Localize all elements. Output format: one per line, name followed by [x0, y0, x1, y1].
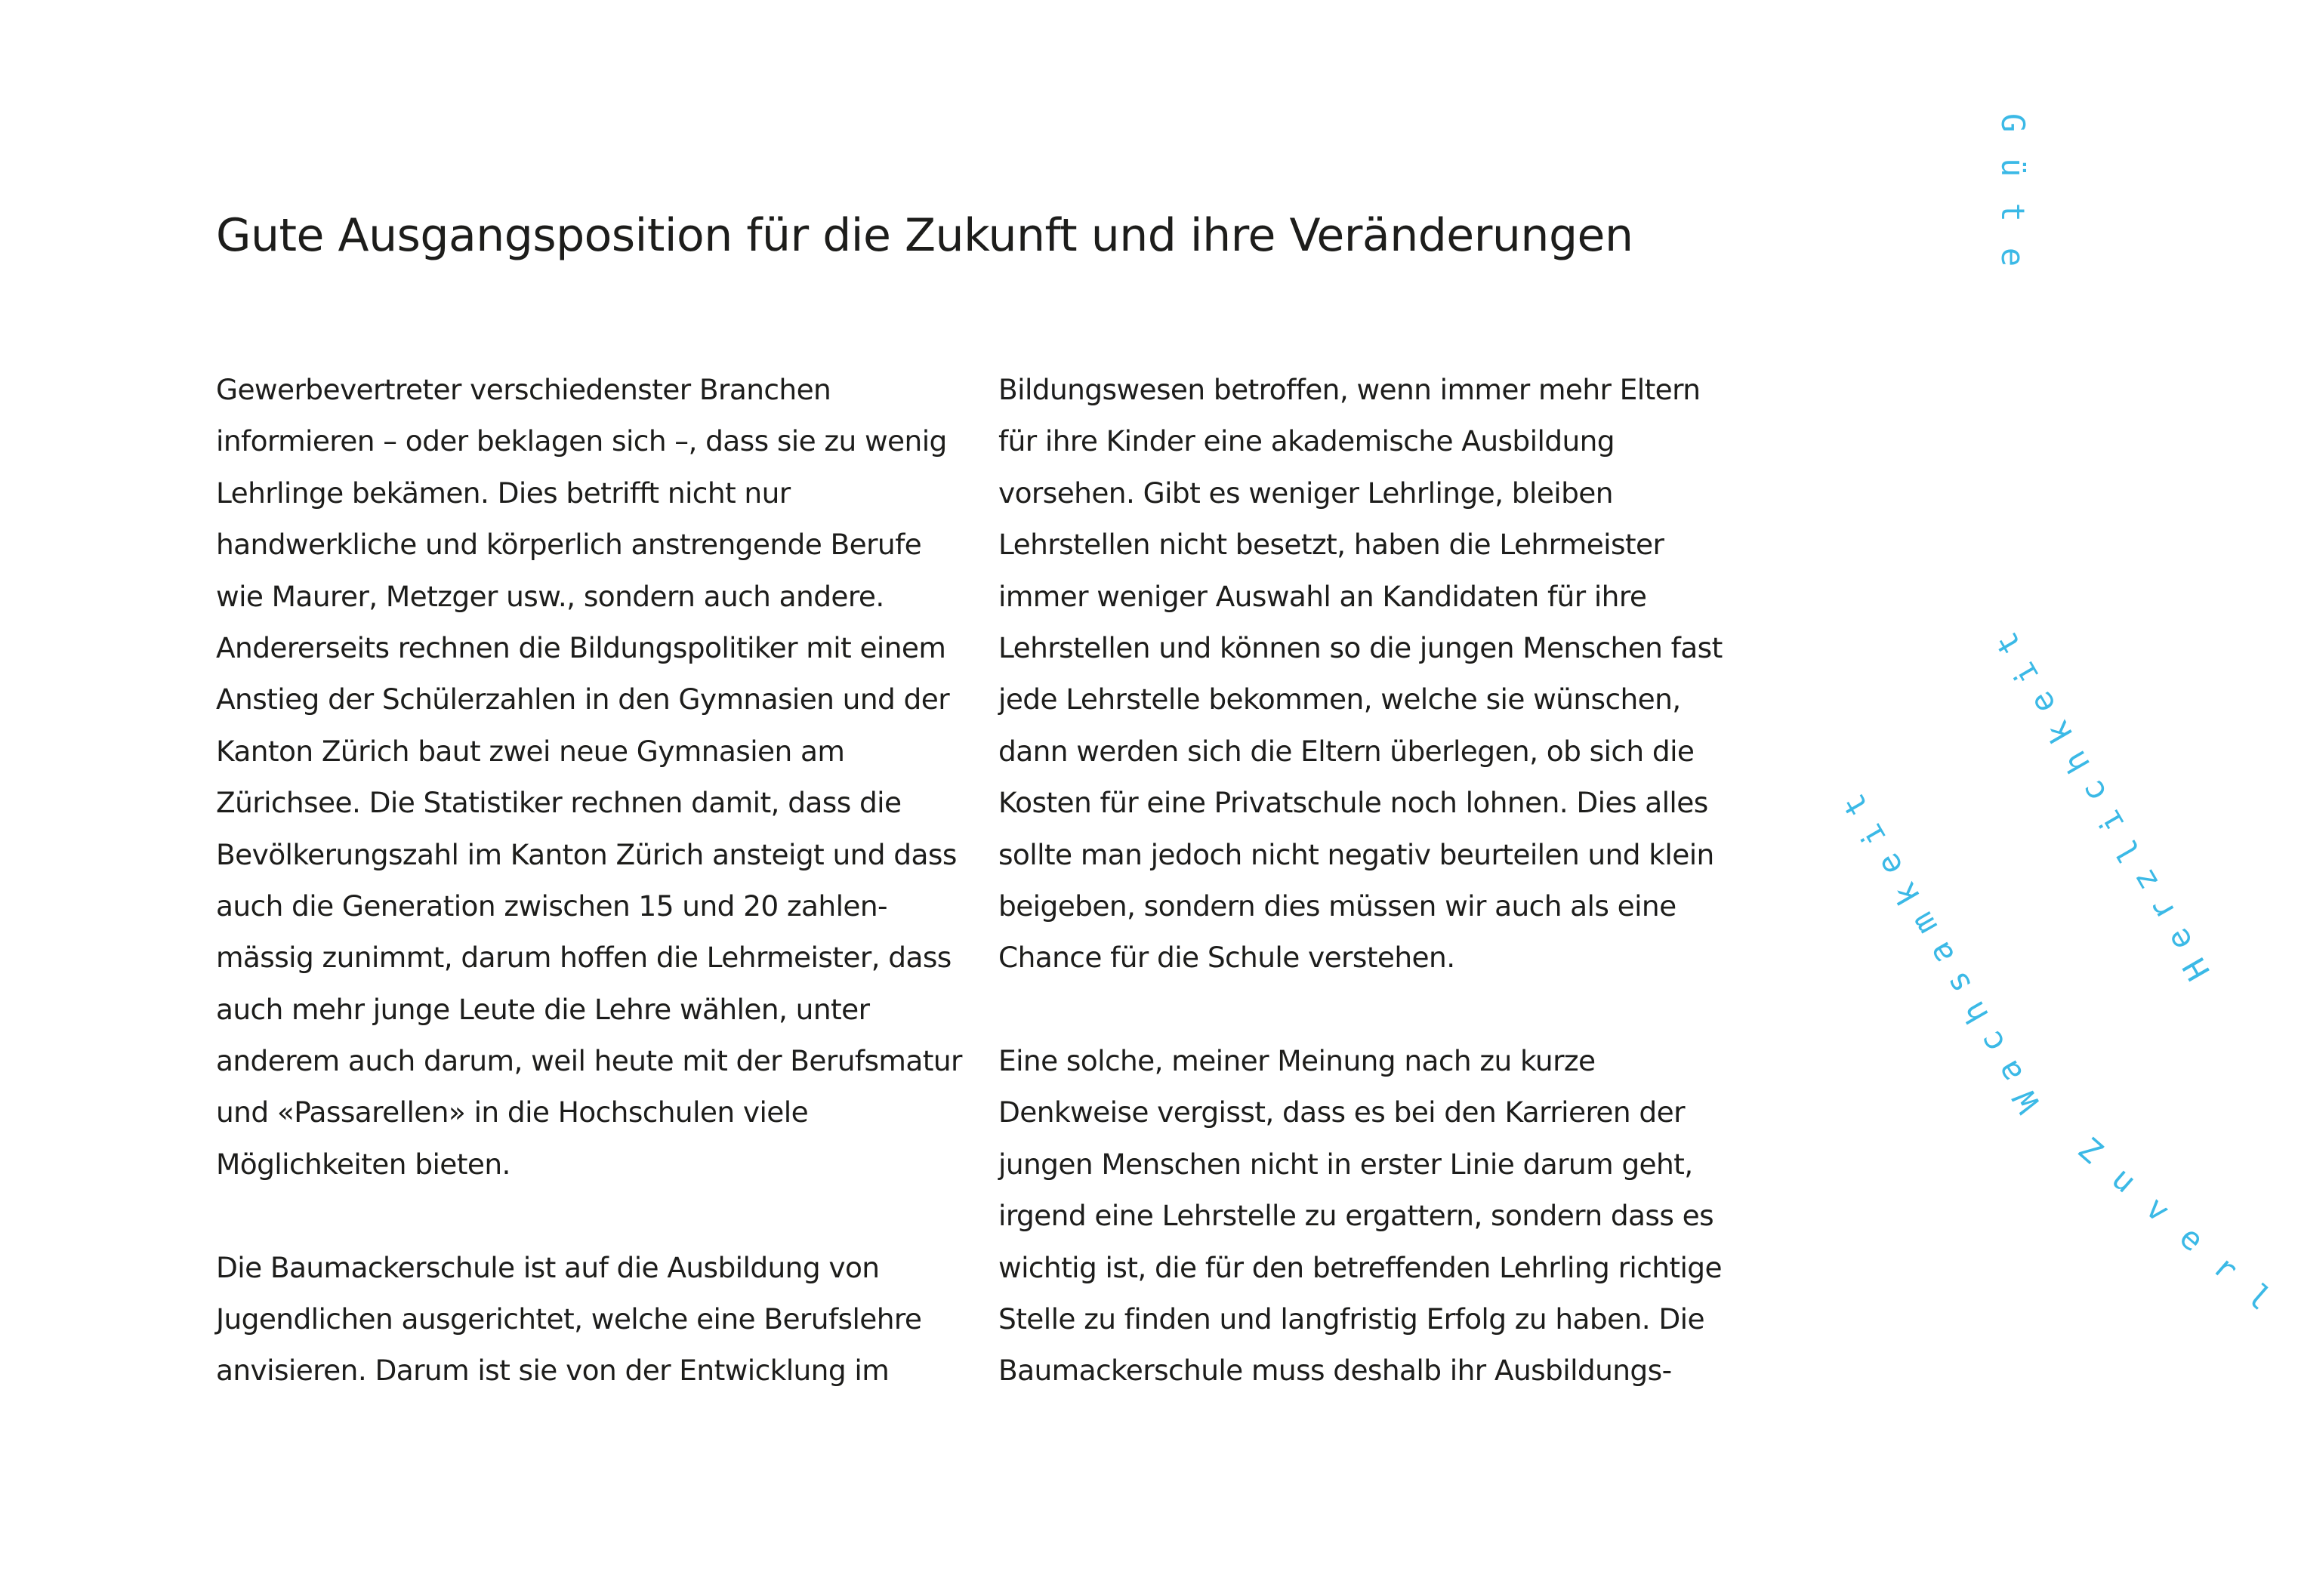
text-line: für ihre Kinder eine akademische Ausbildung: [998, 424, 1615, 458]
text-line: Die Baumackerschule ist auf die Ausbildung von: [216, 1250, 880, 1284]
right-paragraph-1: [998, 364, 1761, 984]
decorative-word-wachsamkeit: Wachsamkeit: [1827, 775, 2047, 1119]
text-line: wichtig ist, die für den betreffenden Lehrling richtige: [998, 1250, 1722, 1284]
text-line: vorsehen. Gibt es weniger Lehrlinge, bleiben: [998, 476, 1613, 510]
text-line: Bevölkerungszahl im Kanton Zürich ansteigt und dass: [216, 837, 957, 871]
text-line: Stelle zu finden und langfristig Erfolg zu haben. Die: [998, 1302, 1704, 1336]
text-line: sollte man jedoch nicht negativ beurteilen und klein: [998, 837, 1714, 871]
text-line: handwerkliche und körperlich anstrengende Berufe: [216, 528, 922, 562]
text-line: immer weniger Auswahl an Kandidaten für ihre: [998, 579, 1647, 613]
text-line: beigeben, sondern dies müssen wir auch als eine: [998, 889, 1676, 923]
text-line: anvisieren. Darum ist sie von der Entwicklung im: [216, 1354, 890, 1388]
text-line: Chance für die Schule verstehen.: [998, 941, 1455, 975]
text-line: Lehrlinge bekämen. Dies betrifft nicht nur: [216, 476, 791, 510]
text-line: wie Maurer, Metzger usw., sondern auch andere.: [216, 579, 884, 613]
page-title: Gute Ausgangsposition für die Zukunft und ihre Veränderungen: [216, 209, 1633, 262]
text-line: Eine solche, meiner Meinung nach zu kurze: [998, 1044, 1596, 1078]
decorative-word-guete: Güte: [1994, 113, 2031, 293]
text-line: informieren – oder beklagen sich –, dass sie zu wenig: [216, 424, 947, 458]
text-line: Denkweise vergisst, dass es bei den Karrieren der: [998, 1095, 1685, 1129]
text-line: jede Lehrstelle bekommen, welche sie wünschen,: [998, 682, 1681, 716]
text-line: mässig zunimmt, darum hoffen die Lehrmeister, dass: [216, 941, 952, 975]
left-paragraph-2: [216, 1242, 979, 1397]
left-paragraph-1: [216, 364, 979, 1190]
text-line: Baumackerschule muss deshalb ihr Ausbildungs-: [998, 1354, 1672, 1388]
paragraph-gap: [998, 984, 1761, 1035]
text-line: Bildungswesen betroffen, wenn immer mehr Eltern: [998, 373, 1701, 406]
text-line: Zürichsee. Die Statistiker rechnen damit, dass die: [216, 786, 902, 820]
left-column: [216, 364, 979, 1397]
text-line: dann werden sich die Eltern überlegen, ob sich die: [998, 734, 1695, 768]
text-line: jungen Menschen nicht in erster Linie darum geht,: [998, 1147, 1693, 1181]
text-line: Kanton Zürich baut zwei neue Gymnasien am: [216, 734, 845, 768]
text-line: Jugendlichen ausgerichtet, welche eine Berufslehre: [216, 1302, 922, 1336]
text-line: Gewerbevertreter verschiedenster Branchen: [216, 373, 831, 406]
text-line: und «Passarellen» in die Hochschulen viele: [216, 1095, 809, 1129]
text-line: Möglichkeiten bieten.: [216, 1147, 510, 1181]
text-line: anderem auch darum, weil heute mit der Berufsmatur: [216, 1044, 962, 1078]
paragraph-gap: [216, 1190, 979, 1241]
text-line: irgend eine Lehrstelle zu ergattern, sondern dass es: [998, 1199, 1714, 1233]
text-line: Anstieg der Schülerzahlen in den Gymnasien und der: [216, 682, 950, 716]
text-line: auch die Generation zwischen 15 und 20 zahlen-: [216, 889, 887, 923]
right-paragraph-2: [998, 1035, 1761, 1397]
text-line: Lehrstellen nicht besetzt, haben die Lehrmeister: [998, 528, 1664, 562]
text-line: Lehrstellen und können so die jungen Menschen fast: [998, 630, 1723, 664]
decorative-word-herzlichkeit: Herzlichkeit: [1979, 612, 2217, 987]
decorative-word-zuverl: Zuverl: [2071, 1129, 2298, 1335]
text-line: Kosten für eine Privatschule noch lohnen. Dies alles: [998, 786, 1708, 820]
text-line: auch mehr junge Leute die Lehre wählen, unter: [216, 992, 870, 1026]
text-line: Andererseits rechnen die Bildungspolitiker mit einem: [216, 630, 946, 664]
right-column: [998, 364, 1761, 1397]
